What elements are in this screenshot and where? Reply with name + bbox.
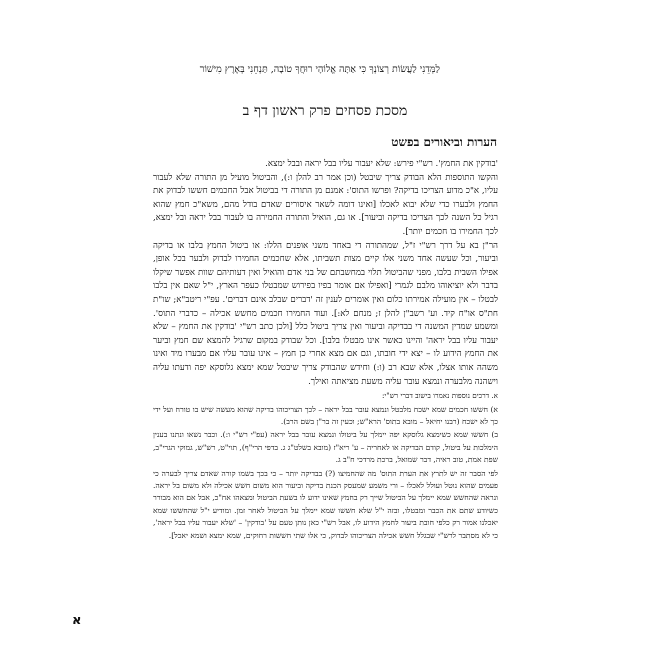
main-text (153, 158, 498, 543)
footnote-item: א) חששו חכמים שמא ישכח מלבטל ונמצא עובר בבל יראה – לכך הצריכוהו בדיקה שהוא מעשה שיש בו טורח ועל ידי כך לא ישכח (רבנו יחיאל – מובא בתוס' הרא"ש; וכעין זה בר"ן בשם הרב). (153, 404, 498, 426)
footnote-item: ב) חששו שמא כשימצא גלוסקא יפה יימלך על ביטולו ונמצא עובר בבל יראה (עפ"י רש"י ו:). וכבר נשאו ונתנו בענין הימלכות על ביטול, קודם הבדיקה או לאחריה – ע' ריא"ז (מובא בשלט"ג ג. בדפי הרי"ף), תוי"ט, רש"ש, גמוקי הגרי"ב, שפת אמת, טוב ראיה, דבר שמואל, ברכת מרדכי ח"ב ג. (153, 430, 498, 465)
paragraph: 'בודקין את החמץ'. רש"י פירש: שלא יעבור עליו בבל יראה ובבל ימצא. (265, 159, 498, 169)
section-subtitle: הערות וביאורים בפשט (391, 135, 497, 149)
paragraph: הר"ן בא על דרך רש"י ז"ל, שמהתורה די באחד משני אופנים הללו: או ביטול החמץ בלבו או בדיקה וביעור, וכל שעשה אחד משני אלו קיים מצות תשביתו, אלא שחכמים החמירו לבדוק ולבער בכל אופן, אפילו השבית בלבו, מפני שהביטול תלוי במחשבתם של בני אדם והואיל ואין דעותיהם שוות אפשר שיקלו בדבר ולא יוציאוהו מלבם לגמרי [ואפילו אם אומר בפיו בפירוש שמבטלו כעפר הארץ, י"ל שאם אין בלבו לבטלו – אין מועילה אמירתו כלום ואין אומרים לענין זה 'דברים שבלב אינם דברים'. עפ"י ריטב"א; שו"ת חת"ס או"ח קיד. וע' רשב"ן להלן ז; מנחם לא:]. ועוד החמירו חכמים מחשש אכילה – כדברי התוס'. ומשמע שמדין המשנה די בבדיקה וביעור ואין צריך ביטול כלל [ולכן כתב רש"י 'בודקין את החמץ – שלא יעבור עליו בבל יראה' והיינו כאשר אינו מבטלו בלבו]. וכל שבודק במקום שרגיל להמצא שם חמץ וביער את החמץ הידוע לו – יצא ידי חובתו, וגם אם מצא אחרי כן חמץ – אינו עובר עליו אם מבערו מיד ואינו משהה אותו אצלו, אלא שבא רב (ו:) וחידש שהבודק צריך שיבטל שמא ימצא גלוסקא יפה ודעתו עליה וישהנה מלבערה ונמצא עובר עליה משעת מציאתה ואילך. (153, 240, 498, 387)
footnote-item: לפי הסבר זה יש לתרץ את הערת התוס' מה שהחמיצו (?) בבדיקה יותר – כי בכך בשמו קורה שאדם צריך לבערה כי פעמים שהוא נוטל ועולל לאכלו – ורי משמע שמעסק הכנת בדיקה וביעור הוא משום חשש אכילה ולא משום בל יראה. ונראה שהחשש שמא יימלך על הביטול שייך רק בחמץ שאינו ידוע לו בשעת הביטול ומצאהו אח"כ, אבל אם הוא מבורר כשיודע שתם את הכבר ומבטלו, ובזה י"ל שלא חששו שמא יימלך על הביטול לאחר זמן. ומודיע י"ל שהחששו שמא יאכלנו אמור רק כלפי חובת ביעור לחמץ הידוע לו, אבל רש"י כאן נותן טעם על 'בודקין' – 'שלא יעבור עליו בבל יראה', כי לא מסתבר לרש"י שבגלל חשש אכילה הצריכוהו לבדוק, כי אלו שתי חששות רחוקים, שמא ימצא ושמא יאכל]. (153, 468, 498, 540)
header-motto: לַמְּדֵנִי לַעֲשׂוֹת רְצוֹנְךָ כִּי אַתָּה אֱלוֹהָי רוּחֲךָ טוֹבָה, תַּנְחֵנִי בְּאֶרֶץ מִישׁוֹר (199, 64, 440, 75)
paragraph: והקשו התוספות הלא הבודק צריך שיבטל (וכן אמר רב להלן ו:), והביטול מועיל מן התורה שלא לעבור עליו, א"כ מדוע הצריכו בדיקה? ופרשו התוס': אמנם מן התורה די בביטול אבל החכמים חששו לבדוק את החמץ ולבערו כדי שלא יבוא לאכלו [ואינו דומה לשאר איסורים שאדם בודל מהם, משא"כ חמץ שהוא רגיל כל השנה לכך הצריכו בדיקה וביעור]. או גם, הואיל והתורה החמירה בו לעבור בבל יראה ובל ימצא, לכך החמירו בו חכמים יותר]. (153, 172, 498, 237)
footnotes (153, 390, 498, 542)
footnote-heading: א. דרכים נוספות נאמרו בישוב דברי רש"י: (381, 391, 498, 401)
page-title: מסכת פסחים פרק ראשון דף ב (242, 103, 408, 119)
page-number: א (72, 613, 82, 628)
